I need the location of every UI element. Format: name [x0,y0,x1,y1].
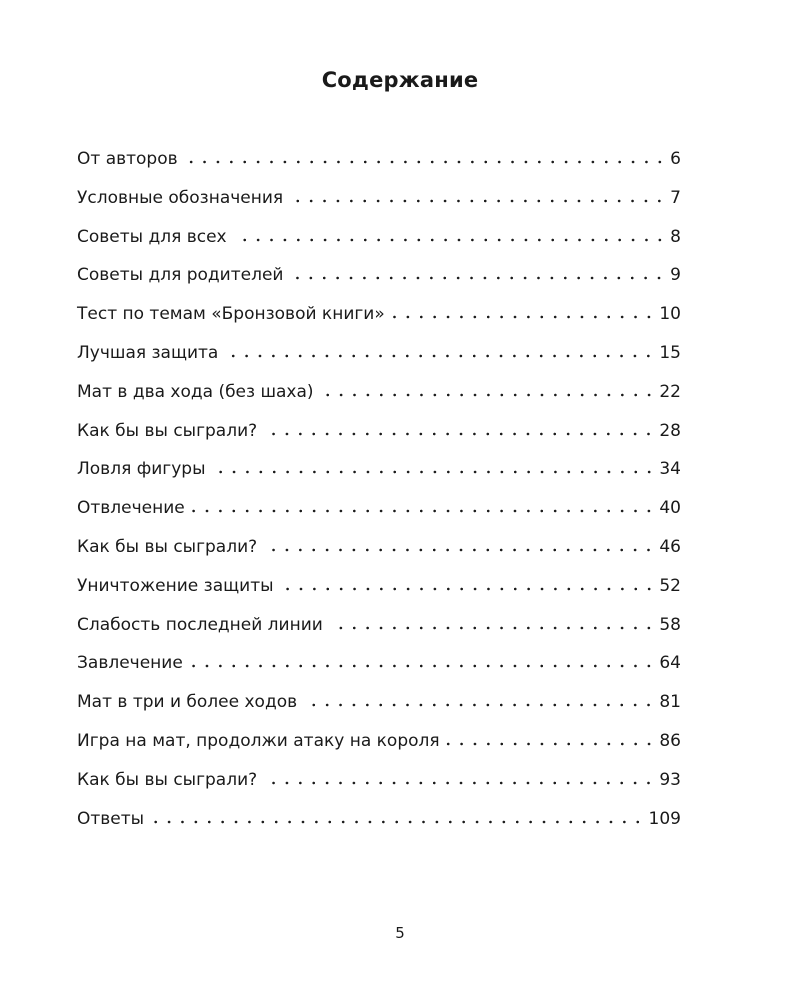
toc-entry-title: Условные обозначения [77,187,284,208]
toc-entry-7[interactable] [77,417,681,456]
toc-entry-page: 93 [659,769,681,790]
toc-entry-title: Как бы вы сыграли? [77,420,258,441]
dot-leader [184,160,667,164]
dot-leader [263,432,655,436]
toc-entry-title: Как бы вы сыграли? [77,536,258,557]
toc-entry-page: 8 [670,226,681,247]
toc-entry-4[interactable] [77,300,681,339]
toc-entry-17[interactable] [77,805,681,844]
toc-entry-page: 46 [659,536,681,557]
toc-entry-title: Мат в два хода (без шаха) [77,381,314,402]
toc-entry-page: 52 [659,575,681,596]
page-title: Содержание [321,68,479,92]
toc-entry-12[interactable] [77,611,681,650]
dot-leader [391,315,656,319]
toc-entry-13[interactable] [77,649,681,688]
toc-entry-title: Мат в три и более ходов [77,692,298,713]
toc-entry-title: Игра на мат, продолжи атаку на короля [77,730,440,751]
toc-entry-page: 9 [670,265,681,286]
toc-entry-title: Отвлечение [77,498,185,519]
toc-entry-page: 28 [659,420,681,441]
toc-entry-3[interactable] [77,261,681,300]
page-number: 5 [395,924,405,942]
dot-leader [289,199,666,203]
toc-entry-15[interactable] [77,727,681,766]
toc-entry-title: Завлечение [77,653,183,674]
toc-entry-page: 22 [659,381,681,402]
toc-entry-title: Советы для всех [77,226,227,247]
dot-leader [212,470,656,474]
toc-entry-page: 58 [659,614,681,635]
toc-entry-page: 40 [659,498,681,519]
toc-entry-page: 64 [659,653,681,674]
toc-entry-16[interactable] [77,766,681,805]
toc-entry-title: Слабость последней линии [77,614,323,635]
dot-leader [329,626,656,630]
dot-leader [189,664,656,668]
dot-leader [191,509,656,513]
toc-entry-page: 109 [648,808,681,829]
toc-entry-title: Лучшая защита [77,342,219,363]
dot-leader [303,703,655,707]
toc-entry-9[interactable] [77,494,681,533]
toc-entry-title: Как бы вы сыграли? [77,769,258,790]
dot-leader [263,781,655,785]
toc-entry-page: 7 [670,187,681,208]
dot-leader [280,587,656,591]
toc-entry-title: Ловля фигуры [77,459,206,480]
toc-entry-title: Ответы [77,808,145,829]
dot-leader [233,238,667,242]
toc-entry-page: 15 [659,342,681,363]
toc-entry-2[interactable] [77,223,681,262]
toc-entry-5[interactable] [77,339,681,378]
toc-entry-0[interactable] [77,145,681,184]
dot-leader [263,548,655,552]
toc-entry-title: Тест по темам «Бронзовой книги» [77,304,385,325]
toc-entry-page: 34 [659,459,681,480]
dot-leader [320,393,656,397]
toc-entry-title: Уничтожение защиты [77,575,274,596]
toc-entry-title: От авторов [77,149,178,169]
toc-entry-11[interactable] [77,572,681,611]
toc-entry-page: 81 [659,692,681,713]
toc-entry-6[interactable] [77,378,681,417]
dot-leader [150,820,644,824]
dot-leader [289,276,666,280]
toc-entry-title: Советы для родителей [77,265,284,286]
table-of-contents [77,145,681,843]
toc-entry-8[interactable] [77,455,681,494]
toc-entry-page: 10 [659,304,681,325]
toc-entry-10[interactable] [77,533,681,572]
toc-entry-1[interactable] [77,184,681,223]
dot-leader [224,354,655,358]
toc-entry-14[interactable] [77,688,681,727]
toc-entry-page: 6 [670,149,681,169]
toc-entry-page: 86 [659,730,681,751]
dot-leader [446,742,656,746]
